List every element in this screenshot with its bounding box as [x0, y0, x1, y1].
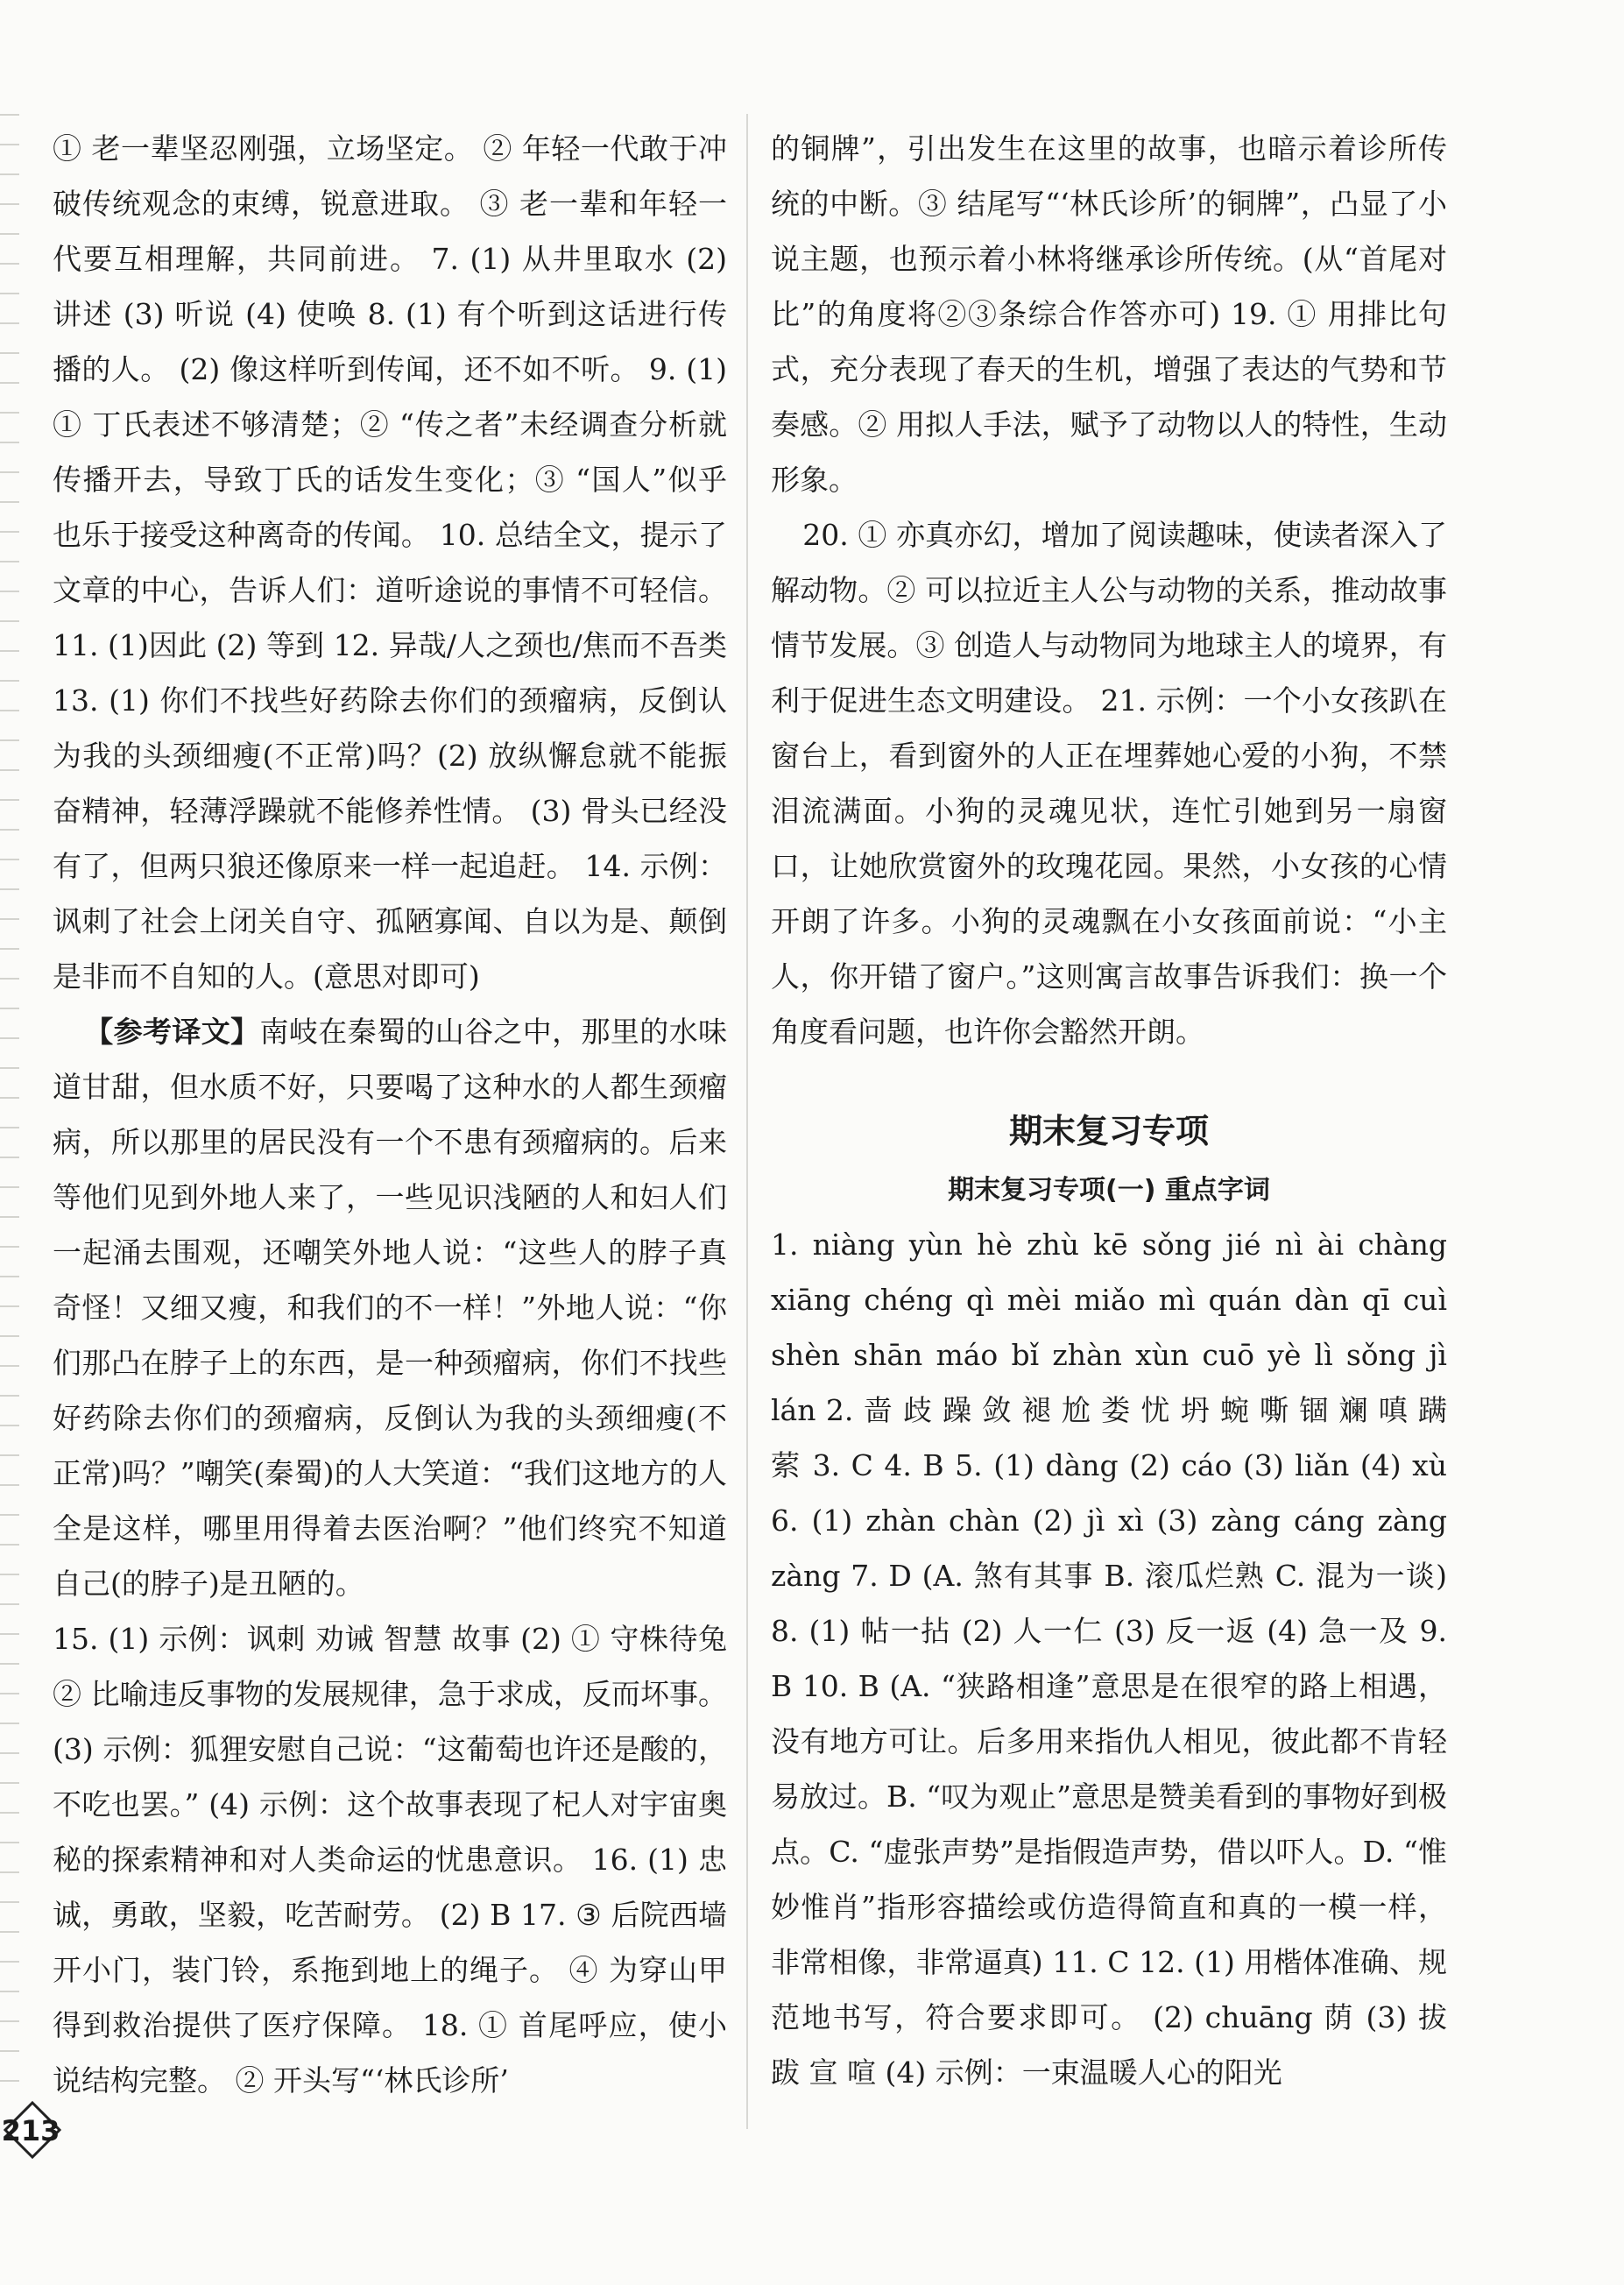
answers-block-5: 1. niàng yùn hè zhù kē sǒng jié nì ài chàng xiāng chéng qì mèi miǎo mì quán dàn qī cuì shèn shān máo bǐ zhàn xùn cuō yè lì sǒng jì lán 2. 啬 歧 躁 敛 褪 尬 娄 忧 坍 蜿 嘶 锢 斓 嗔 蹒 萦 3. C 4. B 5. (1) dàng (2) cáo (3) liǎn (4) xù 6. (1) zhàn chàn (2) jì xì (3) zàng cáng zàng zàng 7. D (A. 煞有其事 B. 滚瓜烂熟 C. 混为一谈) 8. (1) 帖一拈 (2) 人一仁 (3) 反一返 (4) 急一及 9. B 10. B (A. “狭路相逢”意思是在很窄的路上相遇，没有地方可让。后多用来指仇人相见，彼此都不肯轻易放过。B. “叹为观止”意思是赞美看到的事物好到极点。C. “虚张声势”是指假造声势，借以吓人。D. “惟妙惟肖”指形容描绘或仿造得简直和真的一模一样，非常相像，非常逼真) 11. C 12. (1) 用楷体准确、规范地书写，符合要求即可。 (2) chuāng 荫 (3) 拔 跋 宣 喧 (4) 示例：一束温暖人心的阳光 [771, 1227, 1447, 2090]
translation-label: 【参考译文】 [84, 1015, 260, 1049]
sub-section-title: 期末复习专项(一) 重点字词 [948, 1175, 1270, 1206]
right-column [771, 121, 1447, 2100]
answers-block-4: 20. ① 亦真亦幻，增加了阅读趣味，使读者深入了解动物。② 可以拉近主人公与动物的关系，推动故事情节发展。③ 创造人与动物同为地球主人的境界，有利于促进生态文明建设。 21. 示例：一个小女孩趴在窗台上，看到窗外的人正在埋葬她心爱的小狗，不禁泪流满面。小狗的灵魂见状，连忙引她到另一扇窗口，让她欣赏窗外的玫瑰花园。果然，小女孩的心情开朗了许多。小狗的灵魂飘在小女孩面前说：“小主人，你开错了窗户。”这则寓言故事告诉我们：换一个角度看问题，也许你会豁然开朗。 [771, 518, 1447, 1049]
translation-text: 南岐在秦蜀的山谷之中，那里的水味道甘甜，但水质不好，只要喝了这种水的人都生颈瘤病，所以那里的居民没有一个不患有颈瘤病的。后来等他们见到外地人来了，一些见识浅陋的人和妇人们一起涌去围观，还嘲笑外地人说：“这些人的脖子真奇怪！又细又瘦，和我们的不一样！”外地人说：“你们那凸在脖子上的东西，是一种颈瘤病，你们不找些好药除去你们的颈瘤病，反倒认为我的头颈细瘦(不正常)吗？”嘲笑(秦蜀)的人大笑道：“我们这地方的人全是这样，哪里用得着去医治啊？”他们终究不知道自己(的脖子)是丑陋的。 [53, 1015, 728, 1601]
section-title: 期末复习专项 [1008, 1112, 1209, 1150]
reference-translation [53, 1004, 727, 1611]
page-number: 213 [1, 2114, 60, 2147]
left-column [53, 121, 727, 2108]
answers-block-2: 15. (1) 示例：讽刺 劝诫 智慧 故事 (2) ① 守株待兔 ② 比喻违反事物的发展规律，急于求成，反而坏事。 (3) 示例：狐狸安慰自己说：“这葡萄也许还是酸的，不吃也罢。” (4) 示例：这个故事表现了杞人对宇宙奥秘的探索精神和对人类命运的忧患意识。 16. (1) 忠诚，勇敢，坚毅，吃苦耐劳。 (2) B 17. ③ 后院西墙开小门，装门铃，系拖到地上的绳子。 ④ 为穿山甲得到救治提供了医疗保障。 18. ① 首尾呼应，使小说结构完整。 ② 开头写“‘林氏诊所’ [53, 1622, 727, 2098]
answers-block-3: 的铜牌”，引出发生在这里的故事，也暗示着诊所传统的中断。③ 结尾写“‘林氏诊所’的铜牌”，凸显了小说主题，也预示着小林将继承诊所传统。(从“首尾对比”的角度将②③条综合作答亦可) 19. ① 用排比句式，充分表现了春天的生机，增强了表达的气势和节奏感。② 用拟人手法，赋予了动物以人的特性，生动形象。 [771, 131, 1447, 497]
answers-block-1: ① 老一辈坚忍刚强，立场坚定。 ② 年轻一代敢于冲破传统观念的束缚，锐意进取。 ③ 老一辈和年轻一代要互相理解，共同前进。 7. (1) 从井里取水 (2) 讲述 (3) 听说 (4) 使唤 8. (1) 有个听到这话进行传播的人。 (2) 像这样听到传闻，还不如不听。 9. (1) ① 丁氏表述不够清楚；② “传之者”未经调查分析就传播开去，导致丁氏的话发生变化；③ “国人”似乎也乐于接受这种离奇的传闻。 10. 总结全文，提示了文章的中心，告诉人们：道听途说的事情不可轻信。 11. (1)因此 (2) 等到 12. 异哉/人之颈也/焦而不吾类 13. (1) 你们不找些好药除去你们的颈瘤病，反倒认为我的头颈细瘦(不正常)吗？(2) 放纵懈怠就不能振奋精神，轻薄浮躁就不能修养性情。 (3) 骨头已经没有了，但两只狼还像原来一样一起追赶。 14. 示例：讽刺了社会上闭关自守、孤陋寡闻、自以为是、颠倒是非而不自知的人。(意思对即可) [53, 131, 727, 994]
column-divider [746, 114, 748, 2129]
binding-edge-marks [0, 114, 19, 2094]
